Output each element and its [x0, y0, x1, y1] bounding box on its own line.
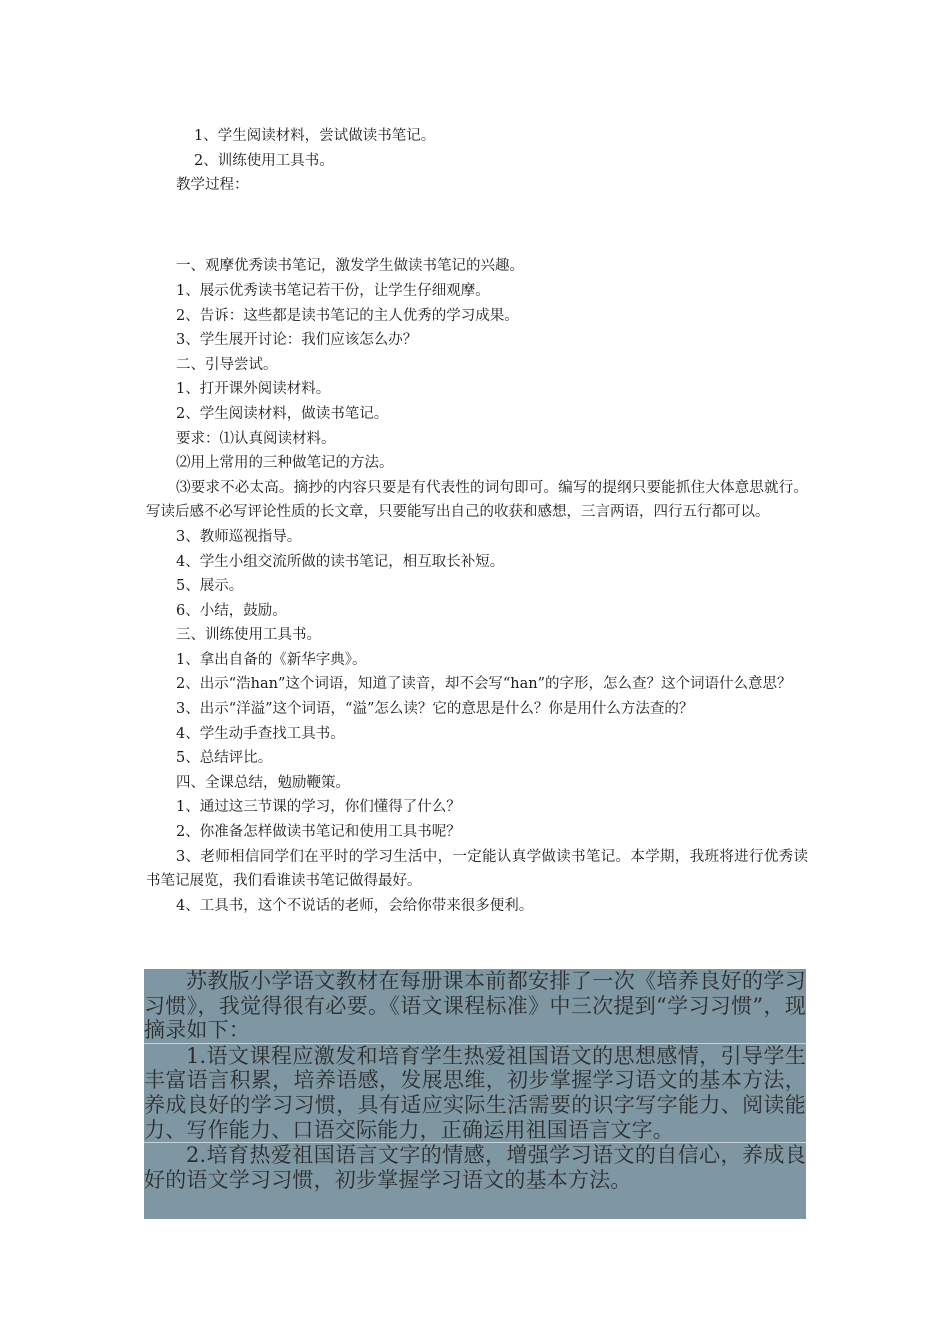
- text-line: 1、学生阅读材料，尝试做读书笔记。: [194, 128, 436, 144]
- text-line: 三、训练使用工具书。: [176, 627, 321, 644]
- text-line: 2、训练使用工具书。: [194, 152, 334, 169]
- text-line: 3、学生展开讨论：我们应该怎么办？: [176, 332, 418, 349]
- text-line: 4、工具书，这个不说话的老师，会给你带来很多便利。: [176, 897, 534, 914]
- text-line: 1、打开课外阅读材料。: [176, 381, 331, 398]
- text-line: 教学过程：: [176, 177, 249, 194]
- paragraph: 3、老师相信同学们在平时的学习生活中，一定能认真学做读书笔记。本学期，我班将进行优秀读书笔记展览，我们看谁读书笔记做得最好。: [146, 848, 808, 890]
- text-line: 4、学生动手查找工具书。: [176, 725, 345, 742]
- excerpt-paragraph: 2.培育热爱祖国语言文字的情感，增强学习语文的自信心，养成良好的语文学习习惯，初步掌握学习语文的基本方法。: [144, 1143, 806, 1192]
- text-line: ⑵用上常用的三种做笔记的方法。: [176, 455, 394, 472]
- text-line: 6、小结，鼓励。: [176, 602, 287, 619]
- text-line: 一、观摩优秀读书笔记，激发学生做读书笔记的兴趣。: [176, 258, 524, 275]
- paragraph: 2、出示“浩han”这个词语，知道了读音，却不会写“han”的字形，怎么查？这个词语什么意思？: [176, 676, 792, 693]
- text-line: 1、拿出自备的《新华字典》。: [176, 651, 367, 668]
- text-line: 5、展示。: [176, 578, 244, 595]
- paragraph: ⑶要求不必太高。摘抄的内容只要是有代表性的词句即可。编写的提纲只要能抓住大体意思就行。写读后感不必写评论性质的长文章，只要能写出自己的收获和感想，三言两语，四行五行都可以。: [146, 479, 808, 521]
- text-line: 3、出示“洋溢”这个词语，“溢”怎么读？它的意思是什么？你是用什么方法查的？: [176, 701, 694, 718]
- text-line: 3、教师巡视指导。: [176, 528, 302, 545]
- text-line: 2、你准备怎样做读书笔记和使用工具书呢？: [176, 824, 461, 841]
- text-line: 要求：⑴认真阅读材料。: [176, 430, 336, 447]
- lesson-plan-text: [146, 124, 808, 918]
- highlighted-excerpt: [144, 969, 806, 1219]
- text-line: 2、告诉：这些都是读书笔记的主人优秀的学习成果。: [176, 307, 519, 324]
- text-line: 1、通过这三节课的学习，你们懂得了什么？: [176, 799, 461, 816]
- blank-line: [146, 214, 808, 239]
- text-line: 四、全课总结，勉励鞭策。: [176, 774, 350, 791]
- text-line: 4、学生小组交流所做的读书笔记，相互取长补短。: [176, 553, 505, 570]
- excerpt-paragraph: 苏教版小学语文教材在每册课本前都安排了一次《培养良好的学习习惯》，我觉得很有必要。《语文课程标准》中三次提到“学习习惯”，现摘录如下：: [144, 969, 806, 1043]
- text-line: 二、引导尝试。: [176, 356, 278, 373]
- text-line: 1、展示优秀读书笔记若干份，让学生仔细观摩。: [176, 282, 490, 299]
- text-line: 5、总结评比。: [176, 750, 273, 767]
- text-line: 2、学生阅读材料，做读书笔记。: [176, 405, 389, 422]
- excerpt-paragraph: 1.语文课程应激发和培育学生热爱祖国语文的思想感情，引导学生丰富语言积累，培养语感，发展思维，初步掌握学习语文的基本方法，养成良好的学习习惯，具有适应实际生活需要的识字写字能力、阅读能力、写作能力、口语交际能力，正确运用祖国语言文字。: [144, 1043, 806, 1142]
